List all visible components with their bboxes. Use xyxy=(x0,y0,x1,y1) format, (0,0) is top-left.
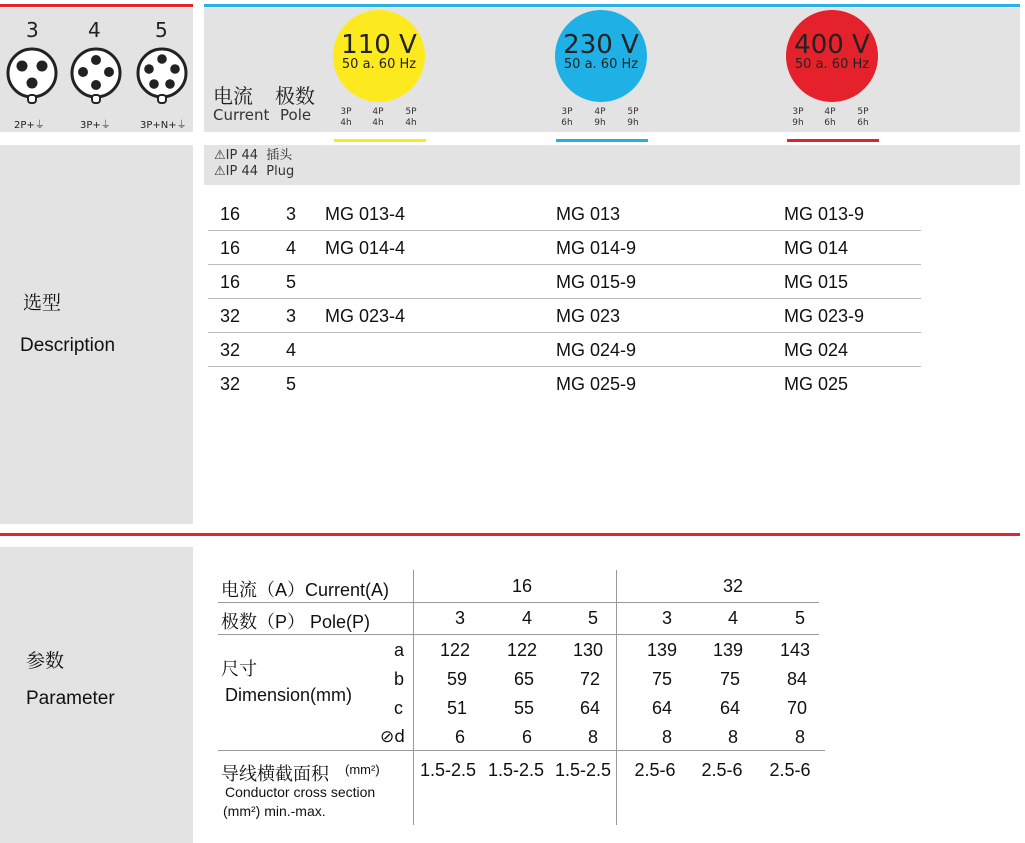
param-pole-cell: 3 xyxy=(454,608,465,628)
socket-3-pin-icon xyxy=(4,46,60,106)
voltage-400-badge xyxy=(786,10,878,102)
dim-key-a: a xyxy=(394,640,405,660)
param-pole-cell: 5 xyxy=(794,608,805,628)
parameter-red-rule xyxy=(0,533,1020,536)
description-label-en: Description xyxy=(20,335,116,356)
voltage-230-value: 230 V xyxy=(563,30,639,60)
socket-5-caption: 3P+N+⏚ xyxy=(140,120,187,131)
dim-cell: 8 xyxy=(794,727,805,747)
v400-underbar xyxy=(787,139,879,142)
param-current-32: 32 xyxy=(722,576,744,596)
current-label-cn: 电流 xyxy=(213,84,253,108)
v230-pole-4: 4P 9h xyxy=(594,107,606,128)
dim-key-b: b xyxy=(394,669,405,689)
dim-cell: 143 xyxy=(779,640,811,660)
dim-key-d: ⊘d xyxy=(380,727,406,747)
v230-underbar xyxy=(556,139,648,142)
voltage-400-hz: 50 a. 60 Hz xyxy=(794,57,870,72)
dim-cell: 6 xyxy=(454,727,465,747)
table-row: 32 3 MG 023-4 MG 023 MG 023-9 xyxy=(208,299,921,333)
voltage-110-value: 110 V xyxy=(341,30,417,60)
voltage-230-hz: 50 a. 60 Hz xyxy=(563,57,639,72)
dim-cell: 139 xyxy=(646,640,678,660)
dim-cell: 70 xyxy=(786,698,808,718)
pole-label-cn: 极数 xyxy=(275,84,315,108)
conductor-unit: (mm²) xyxy=(345,762,380,777)
v230-pole-3: 3P 6h xyxy=(561,107,573,128)
socket-panel xyxy=(0,8,193,132)
dim-cell: 139 xyxy=(712,640,744,660)
current-label-en: Current xyxy=(213,106,270,124)
top-red-rule xyxy=(0,4,193,7)
dim-cell: 8 xyxy=(661,727,672,747)
param-pole-cell: 5 xyxy=(587,608,598,628)
dim-cell: 64 xyxy=(651,698,673,718)
v110-pole-5: 5P 4h xyxy=(405,107,417,128)
dim-cell: 55 xyxy=(513,698,535,718)
v400-pole-5: 5P 6h xyxy=(857,107,869,128)
ip-line-1: ⚠IP 44 插头 xyxy=(214,148,293,163)
socket-5-number: 5 xyxy=(155,18,168,42)
conductor-cell: 1.5-2.5 xyxy=(419,760,477,780)
socket-4-number: 4 xyxy=(88,18,101,42)
v400-pole-3: 3P 9h xyxy=(792,107,804,128)
table-row: 16 4 MG 014-4 MG 014-9 MG 014 xyxy=(208,231,921,265)
dim-cell: 51 xyxy=(446,698,468,718)
socket-3-number: 3 xyxy=(26,18,39,42)
param-divider-h2 xyxy=(218,634,819,635)
socket-4-pin-icon xyxy=(68,46,124,106)
conductor-cell: 1.5-2.5 xyxy=(554,760,612,780)
table-row: 16 5 MG 015-9 MG 015 xyxy=(208,265,921,299)
pole-label-en: Pole xyxy=(280,106,312,124)
conductor-label-en-2: (mm²) min.-max. xyxy=(223,803,326,819)
param-pole-label: 极数（P） Pole(P) xyxy=(221,612,371,632)
dim-cell: 84 xyxy=(786,669,808,689)
dim-cell: 64 xyxy=(719,698,741,718)
socket-3-caption: 2P+⏚ xyxy=(14,120,45,131)
voltage-230-badge xyxy=(555,10,647,102)
dim-cell: 65 xyxy=(513,669,535,689)
dim-cell: 59 xyxy=(446,669,468,689)
dim-cell: 6 xyxy=(521,727,532,747)
v110-pole-4: 4P 4h xyxy=(372,107,384,128)
dim-cell: 64 xyxy=(579,698,601,718)
dimension-label-en: Dimension(mm) xyxy=(225,685,353,705)
conductor-cell: 2.5-6 xyxy=(634,760,676,780)
parameter-label-cn: 参数 xyxy=(26,650,65,672)
v110-pole-3: 3P 4h xyxy=(340,107,352,128)
dim-cell: 8 xyxy=(587,727,598,747)
table-row: 16 3 MG 013-4 MG 013 MG 013-9 xyxy=(208,197,921,231)
conductor-cell: 2.5-6 xyxy=(769,760,811,780)
warning-icon: ⚠ xyxy=(214,164,226,179)
table-row: 32 5 MG 025-9 MG 025 xyxy=(220,374,849,394)
dim-cell: 75 xyxy=(651,669,673,689)
v230-pole-5: 5P 9h xyxy=(627,107,639,128)
voltage-110-badge xyxy=(333,10,425,102)
top-blue-rule xyxy=(204,4,1020,7)
v400-pole-4: 4P 6h xyxy=(824,107,836,128)
socket-5-pin-icon xyxy=(134,46,190,106)
socket-4-caption: 3P+⏚ xyxy=(80,120,111,131)
param-divider-v1 xyxy=(413,570,414,825)
voltage-110-hz: 50 a. 60 Hz xyxy=(341,57,417,72)
param-pole-cell: 4 xyxy=(727,608,738,628)
dim-cell: 8 xyxy=(727,727,738,747)
v110-underbar xyxy=(334,139,426,142)
voltage-400-value: 400 V xyxy=(794,30,870,60)
conductor-cell: 2.5-6 xyxy=(701,760,743,780)
conductor-label-en-1: Conductor cross section xyxy=(225,784,376,800)
dimension-label-cn: 尺寸 xyxy=(221,659,257,680)
param-current-label: 电流（A）Current(A) xyxy=(221,580,390,600)
param-pole-cell: 3 xyxy=(661,608,672,628)
dim-cell: 72 xyxy=(579,669,601,689)
param-pole-cell: 4 xyxy=(521,608,532,628)
dim-cell: 122 xyxy=(506,640,538,660)
param-divider-h3 xyxy=(218,750,825,751)
conductor-label-cn: 导线横截面积 xyxy=(221,764,329,785)
parameter-label-en: Parameter xyxy=(26,688,115,709)
conductor-cell: 1.5-2.5 xyxy=(487,760,545,780)
param-divider-h1 xyxy=(218,602,819,603)
param-current-16: 16 xyxy=(511,576,533,596)
description-label-cn: 选型 xyxy=(23,292,62,314)
dim-cell: 75 xyxy=(719,669,741,689)
dim-key-c: c xyxy=(394,698,403,718)
ip-row xyxy=(204,145,1020,185)
table-row: 32 4 MG 024-9 MG 024 xyxy=(208,333,921,367)
ip-line-2: ⚠IP 44 Plug xyxy=(214,164,295,179)
dim-cell: 130 xyxy=(572,640,604,660)
warning-icon: ⚠ xyxy=(214,148,226,163)
dim-cell: 122 xyxy=(439,640,471,660)
